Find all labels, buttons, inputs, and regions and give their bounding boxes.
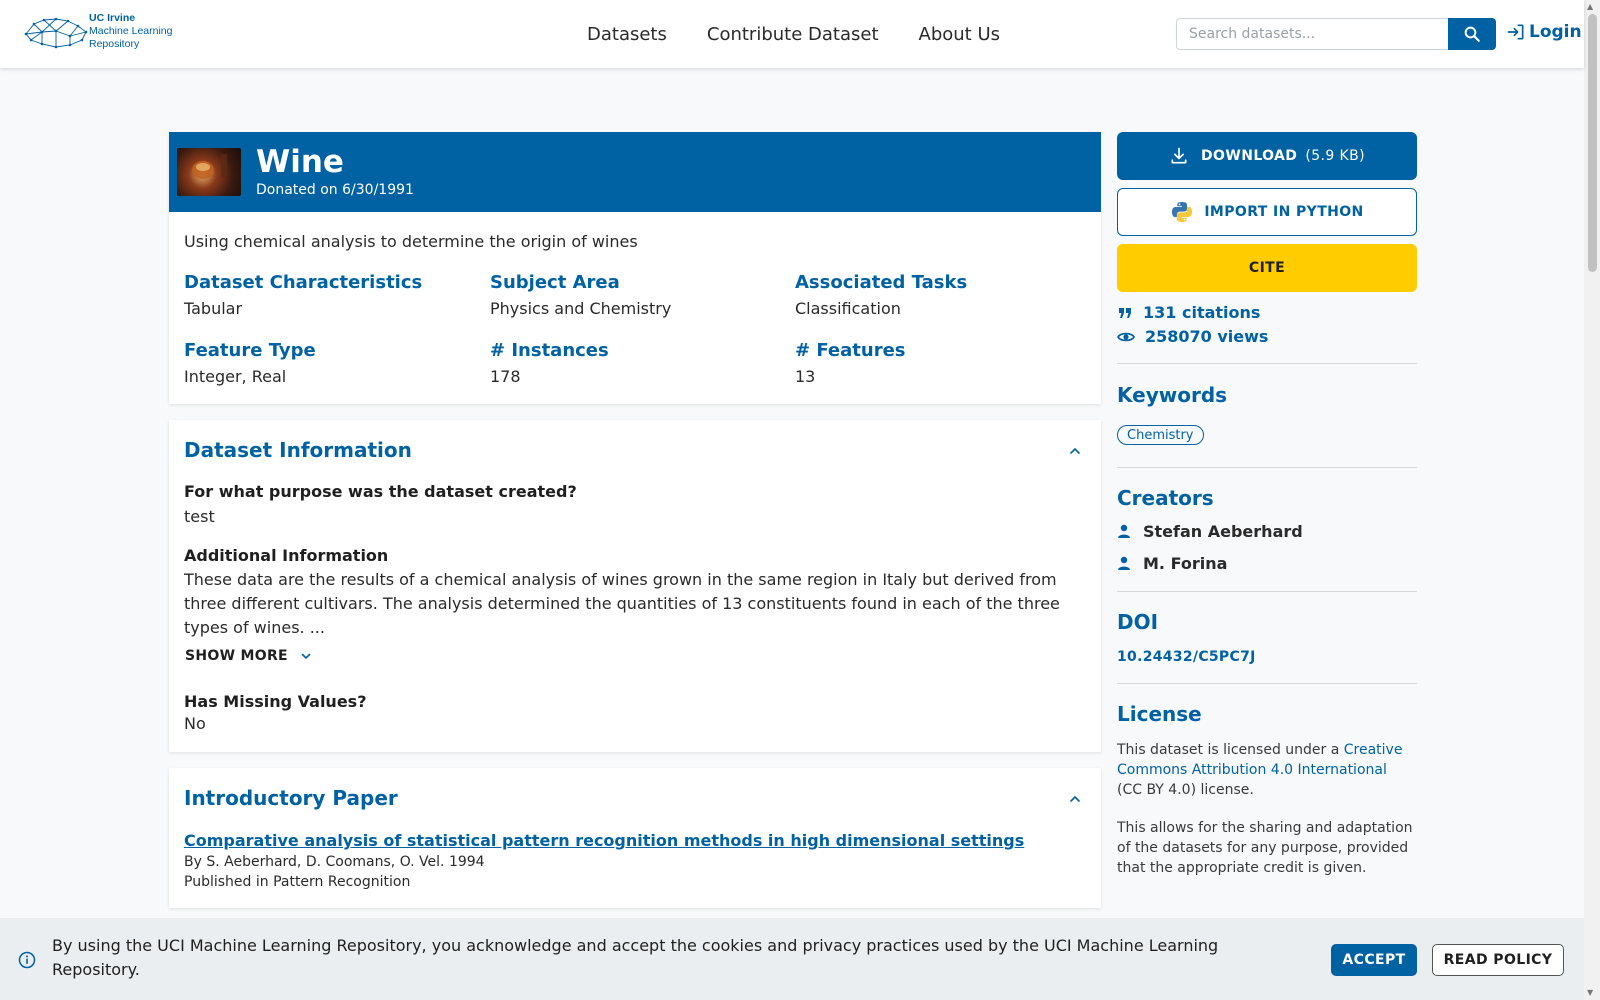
search-input[interactable]: Search datasets...	[1176, 18, 1448, 50]
license-desc-line: This allows for the sharing and adaptation	[1117, 820, 1413, 836]
dataset-thumbnail	[177, 148, 241, 196]
meta-label-characteristics: Dataset Characteristics	[184, 272, 423, 293]
views-label: 258070 views	[1145, 327, 1269, 346]
uci-logo[interactable]	[24, 12, 184, 56]
dataset-information-title: Dataset Information	[184, 438, 412, 462]
cookie-message	[52, 934, 1252, 982]
collapse-info-chevron-up-icon[interactable]	[1068, 444, 1082, 458]
show-more-label: SHOW MORE	[185, 648, 288, 664]
meta-label-associated-tasks: Associated Tasks	[795, 272, 968, 293]
creators-title: Creators	[1117, 486, 1214, 510]
license-link-part-2[interactable]: Commons Attribution 4.0 International	[1117, 762, 1387, 778]
nav-contribute-dataset[interactable]: Contribute Dataset	[706, 23, 879, 45]
meta-label-instances: # Instances	[490, 340, 609, 361]
meta-label-features: # Features	[795, 340, 906, 361]
scroll-down-icon[interactable]: ▼	[1587, 988, 1594, 997]
license-desc-line: that the appropriate credit is given.	[1117, 860, 1367, 876]
top-navbar	[0, 0, 1584, 68]
collapse-paper-chevron-up-icon[interactable]	[1068, 792, 1082, 806]
sidebar-divider	[1117, 363, 1417, 364]
login-link[interactable]	[1506, 22, 1582, 42]
paper-authors: By S. Aeberhard, D. Coomans, O. Vel. 1994	[184, 854, 485, 870]
download-button[interactable]	[1117, 132, 1417, 180]
download-label: DOWNLOAD	[1201, 148, 1298, 164]
creator-item	[1117, 554, 1227, 573]
chevron-down-icon	[300, 650, 312, 662]
network-logo-icon	[24, 16, 88, 50]
additional-info-line-3: types of wines. ...	[184, 618, 325, 637]
meta-value-instances: 178	[490, 367, 521, 386]
sidebar-divider	[1117, 467, 1417, 468]
search-button[interactable]	[1448, 18, 1496, 50]
info-icon	[18, 951, 36, 969]
login-icon	[1506, 22, 1526, 42]
additional-info-label: Additional Information	[184, 546, 389, 565]
eye-icon	[1117, 329, 1135, 345]
import-in-python-button[interactable]	[1117, 188, 1417, 236]
meta-value-associated-tasks: Classification	[795, 299, 901, 318]
keyword-chip-chemistry[interactable]: Chemistry	[1117, 425, 1204, 445]
license-title: License	[1117, 702, 1202, 726]
additional-info-line-1: These data are the results of a chemical analysis of wines grown in the same region in Italy but derived from	[184, 570, 1057, 589]
meta-value-characteristics: Tabular	[184, 299, 243, 318]
creator-name: Stefan Aeberhard	[1143, 522, 1303, 541]
sidebar-divider	[1117, 683, 1417, 684]
logo-text: UC Irvine Machine Learning Repository	[89, 12, 173, 50]
sidebar-divider	[1117, 591, 1417, 592]
views-count	[1117, 327, 1268, 346]
paper-published-in: Published in Pattern Recognition	[184, 874, 411, 890]
import-in-python-label: IMPORT IN PYTHON	[1204, 204, 1364, 220]
cite-button[interactable]: CITE	[1117, 244, 1417, 292]
nav-about-us[interactable]: About Us	[918, 23, 1000, 45]
missing-values-answer: No	[184, 714, 206, 733]
cookie-message-line: Repository.	[52, 960, 140, 979]
paper-link[interactable]: Comparative analysis of statistical pattern recognition methods in high dimensional settings	[184, 831, 1025, 850]
purpose-question: For what purpose was the dataset created?	[184, 482, 577, 501]
main-nav	[587, 0, 1040, 68]
nav-datasets[interactable]: Datasets	[587, 23, 667, 45]
keywords-title: Keywords	[1117, 383, 1228, 407]
quote-icon	[1117, 305, 1133, 321]
doi-link[interactable]: 10.24432/C5PC7J	[1117, 649, 1256, 665]
scroll-up-icon[interactable]: ▲	[1587, 2, 1594, 11]
creator-name: M. Forina	[1143, 554, 1228, 573]
person-icon	[1117, 524, 1131, 540]
additional-info-line-2: three different cultivars. The analysis determined the quantities of 13 constituents found in each of the three	[184, 594, 1060, 613]
meta-value-subject-area: Physics and Chemistry	[490, 299, 672, 318]
license-desc-line: of the datasets for any purpose, provided	[1117, 840, 1409, 856]
license-text	[1117, 740, 1417, 800]
search-icon	[1463, 25, 1481, 43]
wine-glass-icon	[177, 148, 241, 196]
meta-label-subject-area: Subject Area	[490, 272, 620, 293]
person-icon	[1117, 556, 1131, 572]
show-more-button[interactable]	[185, 648, 312, 664]
citations-count[interactable]	[1117, 303, 1260, 322]
doi-title: DOI	[1117, 610, 1159, 634]
dataset-header	[169, 132, 1101, 212]
search-bar	[1176, 18, 1496, 50]
login-label: Login	[1529, 22, 1582, 42]
license-pre: This dataset is licensed under a	[1117, 742, 1344, 758]
meta-label-feature-type: Feature Type	[184, 340, 316, 361]
download-icon	[1169, 146, 1189, 166]
read-policy-button[interactable]: READ POLICY	[1432, 944, 1564, 976]
license-link-part-1[interactable]: Creative	[1343, 742, 1403, 758]
accept-cookies-button[interactable]: ACCEPT	[1331, 944, 1417, 976]
python-icon	[1170, 200, 1194, 224]
cookie-message-line: By using the UCI Machine Learning Repository, you acknowledge and accept the cookies and privacy practices used by the UCI Machine Learning	[52, 936, 1219, 955]
dataset-donated-date: Donated on 6/30/1991	[256, 182, 414, 198]
purpose-answer: test	[184, 507, 215, 526]
citations-label: 131 citations	[1143, 303, 1261, 322]
missing-values-question: Has Missing Values?	[184, 692, 367, 711]
dataset-title: Wine	[256, 144, 344, 180]
dataset-summary: Using chemical analysis to determine the origin of wines	[184, 232, 638, 251]
meta-value-features: 13	[795, 367, 816, 386]
download-size: (5.9 KB)	[1305, 148, 1365, 164]
scrollbar-thumb[interactable]	[1588, 14, 1597, 272]
meta-value-feature-type: Integer, Real	[184, 367, 287, 386]
license-description	[1117, 818, 1417, 878]
license-post: (CC BY 4.0) license.	[1117, 782, 1254, 798]
introductory-paper-title: Introductory Paper	[184, 786, 398, 810]
creator-item	[1117, 522, 1303, 541]
